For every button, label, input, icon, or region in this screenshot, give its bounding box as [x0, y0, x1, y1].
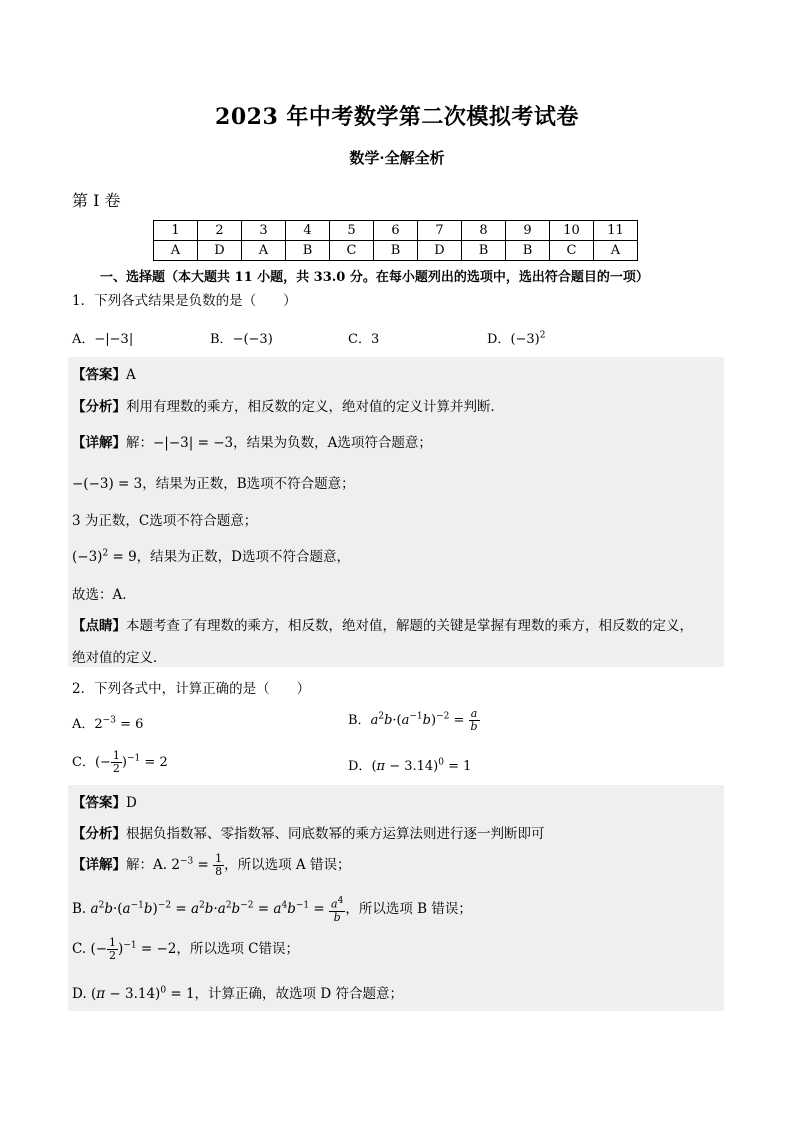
answer-table-answer-cell: C: [330, 241, 374, 261]
q2-option-d: D．$(\pi - 3.14)^0 = 1$: [348, 757, 472, 774]
answer-table-number-cell: 9: [506, 221, 550, 241]
q1-option-b: B．−(−3): [210, 332, 273, 347]
q1-detail-1: 【详解】解：−|−3| = −3，结果为负数，A选项符合题意；: [72, 435, 432, 451]
q1-comment-cont: 绝对值的定义．: [72, 650, 167, 666]
q1-comment: 【点睛】本题考查了有理数的乘方，相反数，绝对值，解题的关键是掌握有理数的乘方，相反数的定义，: [72, 618, 693, 634]
answer-table-numbers-row: [154, 221, 638, 241]
q2-option-a: A．$2^{-3} = 6$: [72, 715, 144, 732]
q1-choose: 故选：A．: [72, 587, 136, 603]
answer-table-answer-cell: A: [594, 241, 638, 261]
answer-table-number-cell: 5: [330, 221, 374, 241]
q2-option-b: B．$a^2b\cdot(a^{-1}b)^{-2}$ = $\frac{a}{b}$: [348, 707, 478, 733]
answer-table-answer-cell: A: [242, 241, 286, 261]
answer-table-number-cell: 3: [242, 221, 286, 241]
q2-detail-c: C. (− $\frac{1}{2}$ )$^{-1}$ = −2，所以选项 C错误；: [72, 936, 300, 962]
answer-table-number-cell: 10: [550, 221, 594, 241]
answer-table-number-cell: 11: [594, 221, 638, 241]
q1-detail-3: 3 为正数，C选项不符合题意；: [72, 513, 258, 529]
section-heading: 一、选择题（本大题共 11 小题，共 33.0 分。在每小题列出的选项中，选出符合题目的一项）: [100, 270, 649, 285]
answer-table-answers-row: [154, 241, 638, 261]
q1-detail-4: $(-3)^2 = 9$，结果为正数，D选项不符合题意，: [72, 548, 350, 565]
answer-table-number-cell: 1: [154, 221, 198, 241]
answer-table-answer-cell: B: [286, 241, 330, 261]
answer-table-answer-cell: B: [506, 241, 550, 261]
answer-table-number-cell: 7: [418, 221, 462, 241]
volume-label: 第 I 卷: [72, 191, 121, 210]
q1-analysis: 【分析】利用有理数的乘方，相反数的定义，绝对值的定义计算并判断．: [72, 399, 504, 415]
q2-stem: 2．下列各式中，计算正确的是（ ）: [72, 681, 311, 697]
answer-table-answer-cell: D: [418, 241, 462, 261]
answer-table-answer-cell: B: [374, 241, 418, 261]
q1-detail-2: −(−3) = 3，结果为正数，B选项不符合题意；: [72, 476, 355, 492]
answer-table-number-cell: 8: [462, 221, 506, 241]
q2-detail-a: 【详解】解：A. $2^{-3}$ = $\frac{1}{8}$ ，所以选项 A 错误；: [72, 852, 351, 878]
q1-stem: 1．下列各式结果是负数的是（ ）: [72, 293, 297, 309]
answer-table-number-cell: 6: [374, 221, 418, 241]
q2-detail-b: B. $a^2b\cdot(a^{-1}b)^{-2} = a^2b\cdot a^2b^{-2} = a^4b^{-1}$ = $\frac{a^4}{b}$ ，所以选项 B 错误；: [72, 896, 472, 924]
answer-table-answer-cell: B: [462, 241, 506, 261]
answer-table-number-cell: 2: [198, 221, 242, 241]
q1-answer: 【答案】A: [72, 367, 136, 383]
q1-option-a: A．−|−3|: [72, 332, 134, 347]
page-title: 2023 年中考数学第二次模拟考试卷: [215, 104, 579, 130]
q1-option-c: C．3: [348, 332, 380, 347]
answer-table-number-cell: 4: [286, 221, 330, 241]
q2-detail-d: D. $(\pi - 3.14)^0 = 1$，计算正确，故选项 D 符合题意；: [72, 985, 403, 1002]
q2-analysis: 【分析】根据负指数幂、零指数幂、同底数幂的乘方运算法则进行逐一判断即可: [72, 826, 545, 842]
q1-option-d: D．$(-3)^2$: [487, 330, 546, 347]
page-subtitle: 数学·全解全析: [349, 149, 445, 167]
q2-answer: 【答案】D: [72, 795, 137, 811]
q2-option-c: C．(− $\frac{1}{2}$ )$^{-1}$ = 2: [72, 749, 168, 775]
answer-table-answer-cell: A: [154, 241, 198, 261]
answer-table: [153, 220, 638, 261]
answer-table-answer-cell: C: [550, 241, 594, 261]
answer-table-answer-cell: D: [198, 241, 242, 261]
